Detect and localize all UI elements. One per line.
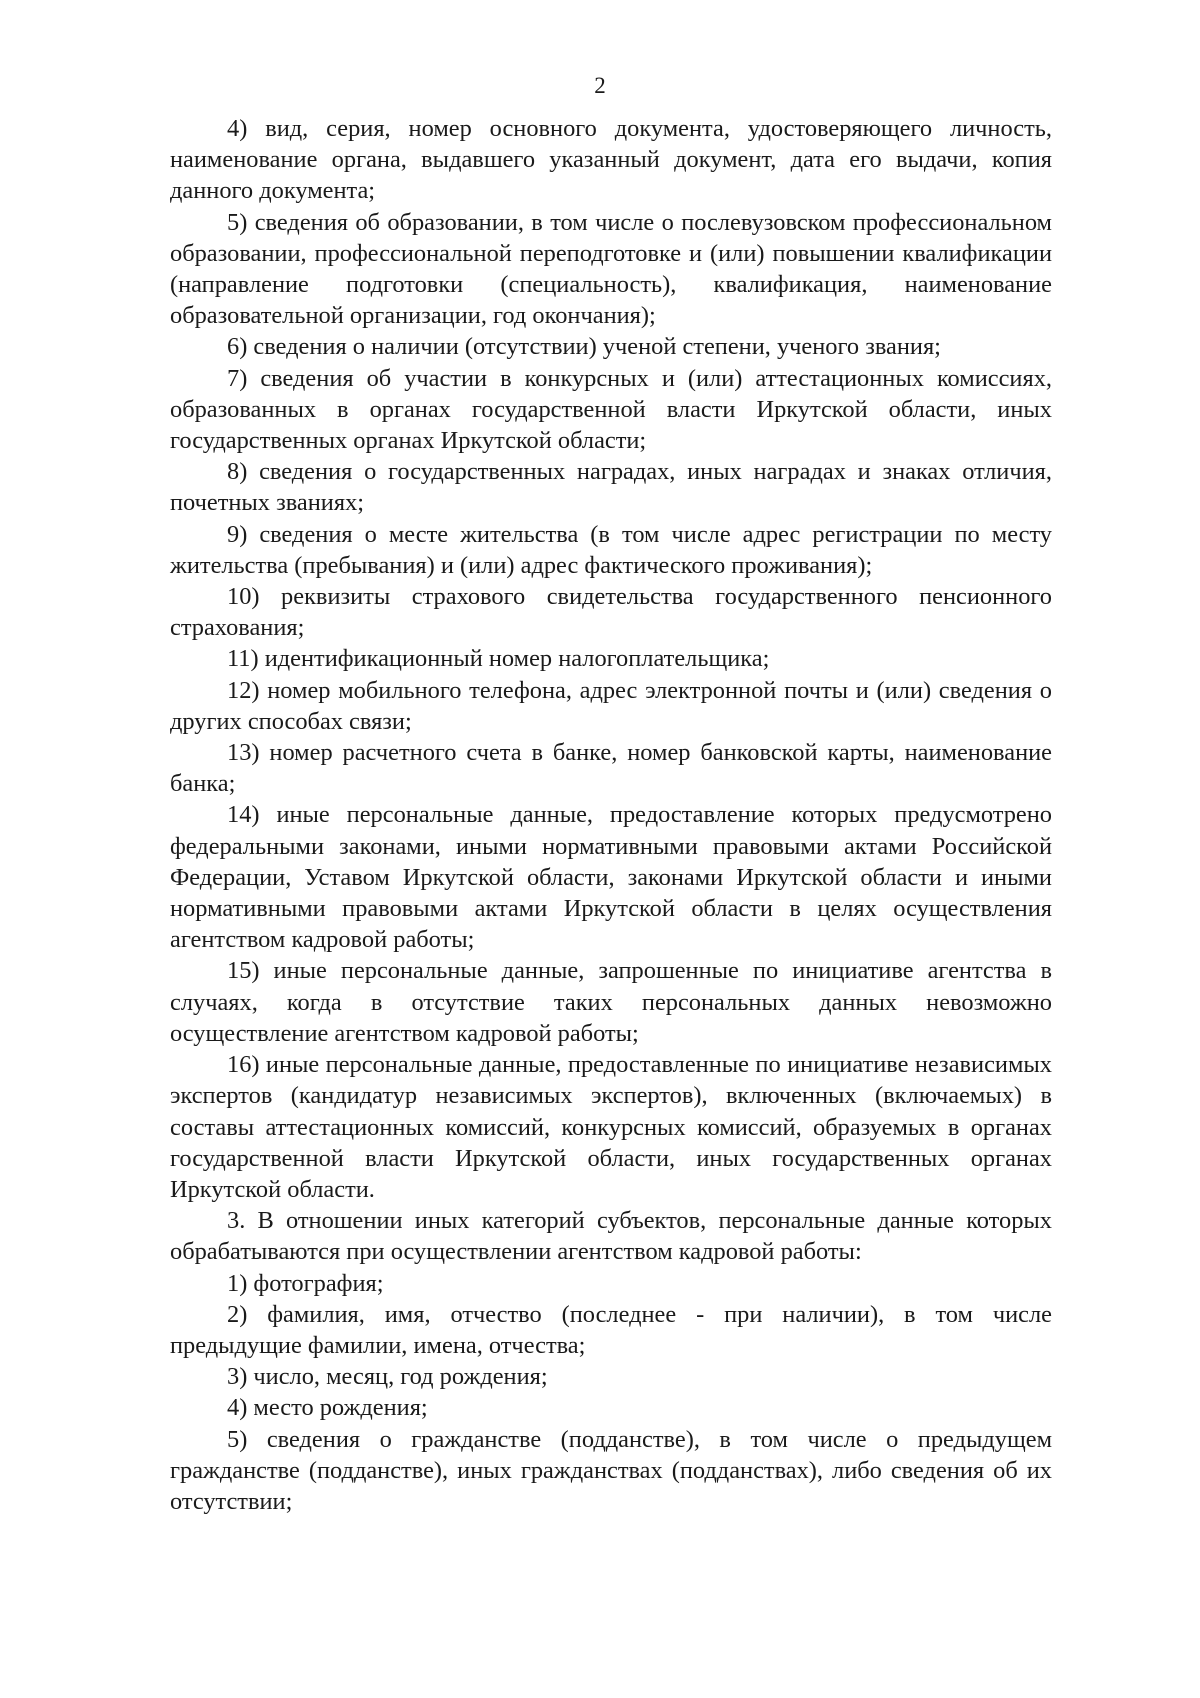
paragraph-item-4-identity-document: 4) вид, серия, номер основного документа, удостоверяющего личность, наименование органа, выдавшего указанный документ, дата его выдачи, копия данного документа; (170, 115, 1052, 205)
paragraph-section-3-other-categories: 3. В отношении иных категорий субъектов, персональные данные которых обрабатываются при осуществлении агентством кадровой работы: (170, 1207, 1052, 1266)
paragraph-item-16-independent-experts: 16) иные персональные данные, предоставленные по инициативе независимых экспертов (кандидатур независимых экспертов), включенных (включаемых) в составы аттестационных комиссий, конкурсных комиссий, образуемых в органах государственной власти Иркутской области, иных государственных органах Иркутской области. (170, 1051, 1052, 1203)
document-body (170, 113, 1052, 1517)
paragraph-item-7-commissions: 7) сведения об участии в конкурсных и (или) аттестационных комиссиях, образованных в органах государственной власти Иркутской области, иных государственных органах Иркутской области; (170, 364, 1052, 455)
paragraph-item-6-academic-degree: 6) сведения о наличии (отсутствии) ученой степени, ученого звания; (227, 333, 941, 361)
paragraph-item-1-photo: 1) фотография; (227, 1269, 384, 1297)
paragraph-item-5-citizenship: 5) сведения о гражданстве (подданстве), в том числе о предыдущем гражданстве (подданстве), иных гражданствах (подданствах), либо сведения об их отсутствии; (170, 1425, 1052, 1515)
paragraph-item-9-residence: 9) сведения о месте жительства (в том числе адрес регистрации по месту жительства (пребывания) и (или) адрес фактического проживания); (170, 520, 1052, 579)
paragraph-item-8-awards: 8) сведения о государственных наградах, иных наградах и знаках отличия, почетных званиях; (170, 458, 1052, 517)
paragraph-item-15-other-data-requested: 15) иные персональные данные, запрошенные по инициативе агентства в случаях, когда в отсутствие таких персональных данных невозможно осуществление агентством кадровой работы; (170, 957, 1052, 1047)
paragraph-item-3-birth-date: 3) число, месяц, год рождения; (227, 1363, 548, 1391)
paragraph-item-4-birth-place: 4) место рождения; (227, 1394, 428, 1422)
paragraph-item-12-contacts: 12) номер мобильного телефона, адрес электронной почты и (или) сведения о других способах связи; (170, 676, 1052, 735)
page-number: 2 (594, 73, 606, 98)
paragraph-item-13-bank-account: 13) номер расчетного счета в банке, номер банковской карты, наименование банка; (170, 739, 1052, 798)
paragraph-item-14-other-data-by-law: 14) иные персональные данные, предоставление которых предусмотрено федеральными законами, иными нормативными правовыми актами Российской Федерации, Уставом Иркутской области, законами Иркутской области и иными нормативными правовыми актами Иркутской области в целях осуществления агентством кадровой работы; (170, 801, 1052, 954)
paragraph-item-10-pension-insurance: 10) реквизиты страхового свидетельства государственного пенсионного страхования; (170, 583, 1052, 642)
paragraph-item-11-taxpayer-number: 11) идентификационный номер налогоплательщика; (227, 645, 770, 673)
paragraph-item-5-education: 5) сведения об образовании, в том числе о послевузовском профессиональном образовании, профессиональной переподготовке и (или) повышении квалификации (направление подготовки (специальность), квалификация, наименование образовательной организации, год окончания); (170, 208, 1052, 330)
paragraph-item-2-full-name: 2) фамилия, имя, отчество (последнее - при наличии), в том числе предыдущие фамилии, имена, отчества; (170, 1300, 1052, 1359)
